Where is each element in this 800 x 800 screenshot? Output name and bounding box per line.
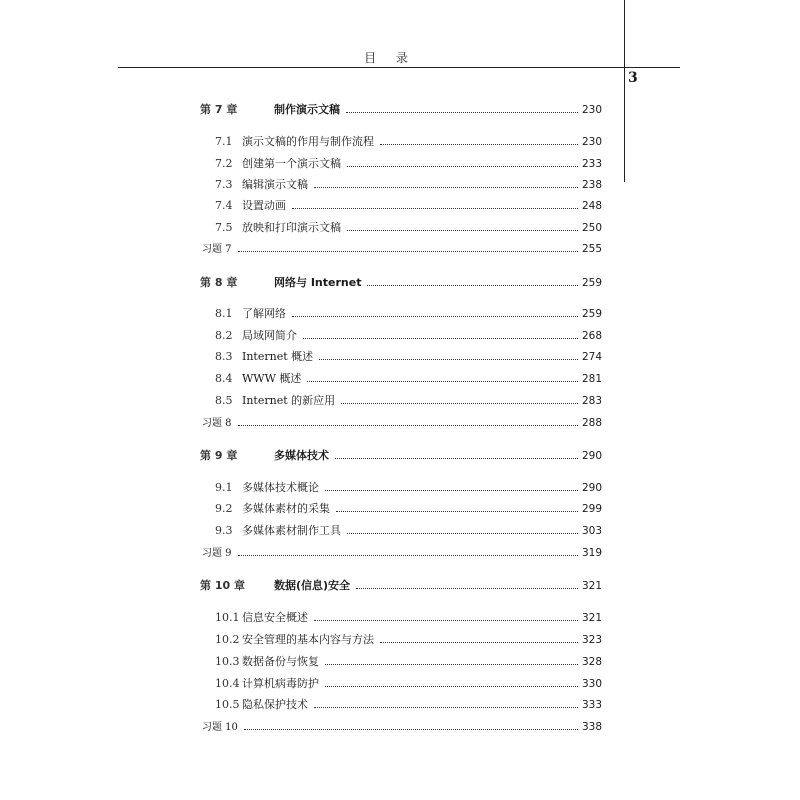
toc-entry-title: 数据备份与恢复 [242, 655, 319, 668]
toc-entry-page: 281 [581, 373, 602, 385]
toc-entry-chapter [200, 579, 602, 593]
dot-leader [314, 707, 578, 708]
dot-leader [314, 620, 578, 621]
toc-entry-section [215, 329, 602, 343]
running-header-title: 目 录 [364, 51, 416, 65]
toc-entry-title: 编辑演示文稿 [242, 178, 308, 191]
dot-leader [325, 490, 578, 491]
toc-entry-number: 第 7 章 [200, 103, 238, 116]
toc-entry-number: 7.3 [215, 178, 233, 191]
dot-leader [325, 664, 578, 665]
toc-entry-number: 第 8 章 [200, 276, 238, 289]
dot-leader [325, 686, 578, 687]
toc-entry-title: 数据(信息)安全 [274, 579, 351, 592]
toc-entry-page: 268 [581, 330, 602, 342]
dot-leader [314, 187, 578, 188]
toc-entry-section [215, 655, 602, 669]
dot-leader [238, 251, 578, 252]
toc-entry-exercise [202, 242, 602, 257]
toc-entry-title: 网络与 Internet [274, 276, 362, 289]
toc-entry-section [215, 633, 602, 647]
toc-entry-page: 230 [581, 136, 602, 148]
toc-entry-section [215, 394, 602, 408]
toc-entry-page: 274 [581, 351, 602, 363]
toc-entry-number: 7.1 [215, 135, 233, 148]
toc-entry-page: 328 [581, 656, 602, 668]
header-rule [118, 67, 680, 68]
toc-entry-section [215, 157, 602, 171]
dot-leader [380, 144, 578, 145]
toc-entry-number: 10.4 [215, 677, 240, 690]
toc-entry-title: 多媒体技术 [274, 449, 329, 462]
toc-entry-number: 7.2 [215, 157, 233, 170]
toc-entry-page: 288 [581, 417, 602, 429]
toc-entry-page: 248 [581, 200, 602, 212]
toc-entry-section [215, 677, 602, 691]
dot-leader [380, 642, 578, 643]
toc-entry-title: WWW 概述 [242, 372, 302, 385]
toc-entry-page: 238 [581, 179, 602, 191]
toc-entry-section [215, 611, 602, 625]
toc-entry-title: 计算机病毒防护 [242, 677, 319, 690]
toc-entry-title: 了解网络 [242, 307, 286, 320]
toc-entry-section [215, 524, 602, 538]
toc-entry-page: 323 [581, 634, 602, 646]
toc-entry-page: 338 [581, 721, 602, 733]
toc-entry-section [215, 481, 602, 495]
toc-entry-number: 10.3 [215, 655, 240, 668]
page-edge-rule [624, 0, 625, 182]
toc-entry-title: 放映和打印演示文稿 [242, 221, 341, 234]
toc-entry-chapter [200, 276, 602, 290]
toc-entry-title: 习题 9 [202, 548, 232, 559]
dot-leader [356, 588, 578, 589]
toc-entry-title: 局域网简介 [242, 329, 297, 342]
toc-entry-number: 8.2 [215, 329, 233, 342]
toc-entry-number: 8.4 [215, 372, 233, 385]
toc-entry-page: 303 [581, 525, 602, 537]
toc-entry-section [215, 502, 602, 516]
toc-entry-title: Internet 概述 [242, 350, 314, 363]
toc-entry-title: 创建第一个演示文稿 [242, 157, 341, 170]
toc-entry-page: 319 [581, 547, 602, 559]
dot-leader [336, 511, 578, 512]
toc-entry-chapter [200, 449, 602, 463]
toc-entry-title: 习题 8 [202, 418, 232, 429]
dot-leader [335, 458, 578, 459]
toc-entry-section [215, 372, 602, 386]
dot-leader [307, 381, 578, 382]
toc-entry-number: 7.4 [215, 199, 233, 212]
toc-entry-page: 330 [581, 678, 602, 690]
toc-entry-exercise [202, 546, 602, 561]
toc-entry-number: 8.5 [215, 394, 233, 407]
dot-leader [346, 112, 578, 113]
dot-leader [238, 425, 578, 426]
toc-entry-page: 321 [581, 580, 602, 592]
toc-entry-section [215, 178, 602, 192]
toc-entry-page: 259 [581, 277, 602, 289]
dot-leader [347, 166, 578, 167]
page-number: 3 [628, 70, 638, 86]
toc-entry-title: 制作演示文稿 [274, 103, 340, 116]
toc-entry-section [215, 698, 602, 712]
toc-entry-section [215, 221, 602, 235]
dot-leader [238, 555, 578, 556]
toc-entry-title: 多媒体素材制作工具 [242, 524, 341, 537]
dot-leader [319, 359, 578, 360]
toc-entry-chapter [200, 103, 602, 117]
toc-entry-section [215, 199, 602, 213]
toc-entry-number: 9.2 [215, 502, 233, 515]
toc-entry-page: 290 [581, 482, 602, 494]
toc-entry-section [215, 307, 602, 321]
toc-entry-title: 安全管理的基本内容与方法 [242, 633, 374, 646]
toc-entry-number: 第 9 章 [200, 449, 238, 462]
toc-entry-page: 250 [581, 222, 602, 234]
toc-entry-title: 设置动画 [242, 199, 286, 212]
dot-leader [303, 338, 578, 339]
dot-leader [347, 533, 578, 534]
toc-entry-exercise [202, 720, 602, 735]
toc-entry-page: 290 [581, 450, 602, 462]
toc-entry-number: 10.1 [215, 611, 240, 624]
toc-entry-exercise [202, 416, 602, 431]
dot-leader [347, 230, 578, 231]
toc-entry-number: 10.2 [215, 633, 240, 646]
toc-entry-number: 10.5 [215, 698, 240, 711]
toc-entry-page: 255 [581, 243, 602, 255]
toc-entry-title: 习题 7 [202, 244, 232, 255]
dot-leader [244, 729, 578, 730]
toc-entry-number: 9.3 [215, 524, 233, 537]
toc-entry-page: 283 [581, 395, 602, 407]
toc-entry-title: 习题 10 [202, 722, 238, 733]
toc-entry-number: 第 10 章 [200, 579, 245, 592]
toc-entry-page: 230 [581, 104, 602, 116]
dot-leader [367, 285, 578, 286]
toc-entry-page: 259 [581, 308, 602, 320]
toc-entry-section [215, 350, 602, 364]
toc-entry-page: 321 [581, 612, 602, 624]
toc-entry-title: 演示文稿的作用与制作流程 [242, 135, 374, 148]
toc-entry-number: 8.1 [215, 307, 233, 320]
toc-entry-page: 233 [581, 158, 602, 170]
toc-entry-number: 7.5 [215, 221, 233, 234]
toc-entry-number: 8.3 [215, 350, 233, 363]
dot-leader [341, 403, 578, 404]
toc-entry-page: 333 [581, 699, 602, 711]
toc-entry-number: 9.1 [215, 481, 233, 494]
toc-entry-title: Internet 的新应用 [242, 394, 336, 407]
dot-leader [292, 316, 578, 317]
toc-entry-title: 隐私保护技术 [242, 698, 308, 711]
dot-leader [292, 208, 578, 209]
toc-entry-page: 299 [581, 503, 602, 515]
toc-entry-section [215, 135, 602, 149]
toc-entry-title: 多媒体技术概论 [242, 481, 319, 494]
toc-entry-title: 多媒体素材的采集 [242, 502, 330, 515]
toc-entry-title: 信息安全概述 [242, 611, 308, 624]
